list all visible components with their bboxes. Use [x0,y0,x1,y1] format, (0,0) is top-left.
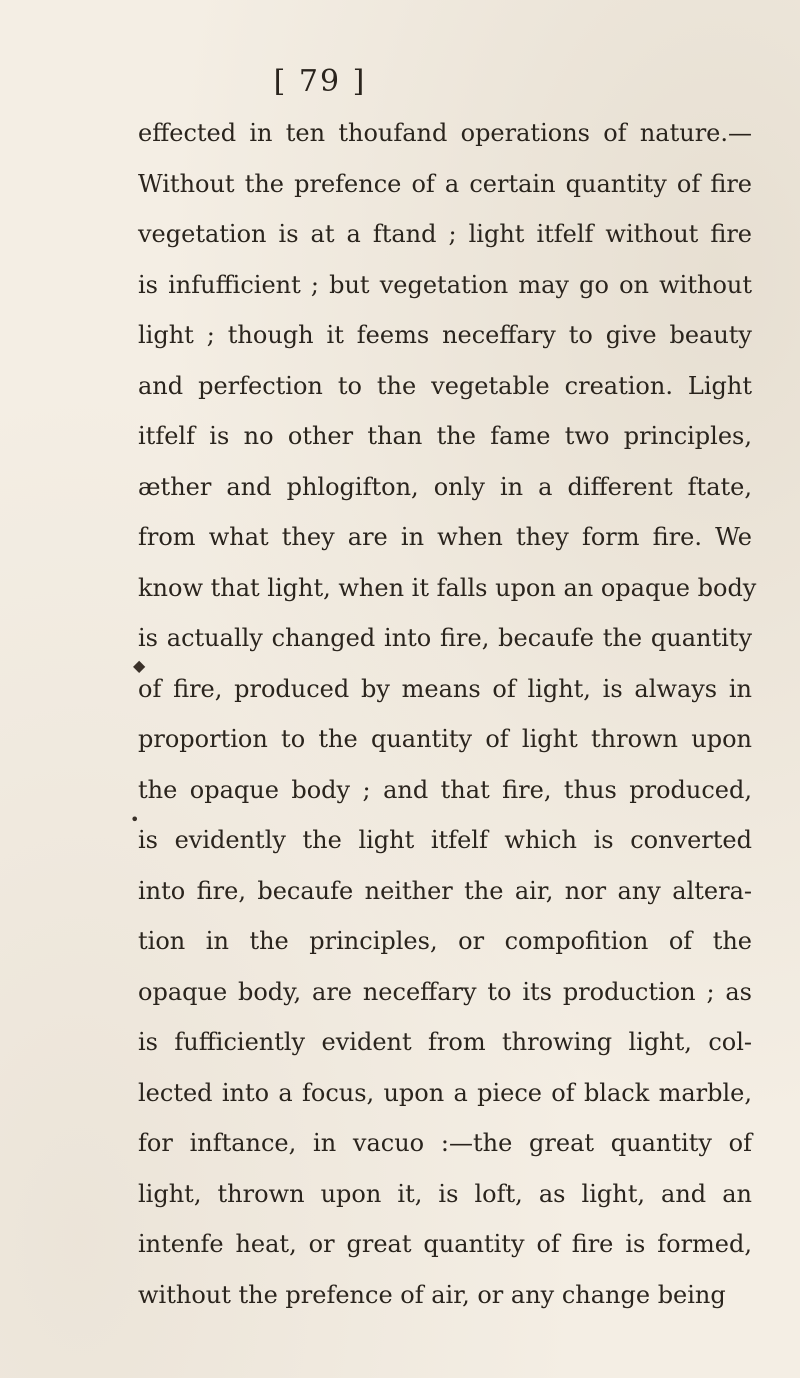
text-line: intenfe heat, or great quantity of fire is formed, [138,1230,752,1258]
text-line: itfelf is no other than the fame two principles, [138,422,752,450]
text-line: is fufficiently evident from throwing light, col- [138,1028,752,1056]
text-line: light ; though it feems neceffary to give beauty [138,321,752,349]
text-line: light, thrown upon it, is loft, as light, and an [138,1179,752,1208]
text-line: from what they are in when they form fire. We [138,523,752,551]
text-line: tion in the principles, or compofition of the [138,927,752,955]
text-line: know that light, when it falls upon an opaque body [138,573,757,602]
ink-blot-mark: ◆ [133,656,146,675]
body-text [138,108,757,1320]
text-line: without the prefence of air, or any change being [138,1280,726,1309]
text-line: into fire, becaufe neither the air, nor any altera- [138,876,752,905]
text-line: and perfection to the vegetable creation. Light [138,371,752,400]
text-line: lected into a focus, upon a piece of black marble, [138,1078,752,1107]
text-line: æther and phlogifton, only in a different ftate, [138,472,752,501]
text-line: the opaque body ; and that fire, thus produced, [138,775,752,804]
text-line: is infufficient ; but vegetation may go on without [138,270,752,299]
text-line: effected in ten thoufand operations of nature.— [138,119,752,147]
text-line: opaque body, are neceffary to its production ; as [138,977,752,1006]
text-line: of fire, produced by means of light, is always in [138,674,752,703]
text-line: is evidently the light itfelf which is converted [138,826,752,854]
text-line: vegetation is at a ftand ; light itfelf without fire [138,220,752,248]
page-number: [ 79 ] [273,64,367,99]
ink-blot-mark: • [130,810,140,829]
text-line: is actually changed into fire, becaufe the quantity [138,624,752,652]
text-line: Without the prefence of a certain quantity of fire [138,169,752,198]
text-line: proportion to the quantity of light thrown upon [138,725,752,753]
text-line: for inftance, in vacuo :—the great quantity of [138,1129,752,1157]
